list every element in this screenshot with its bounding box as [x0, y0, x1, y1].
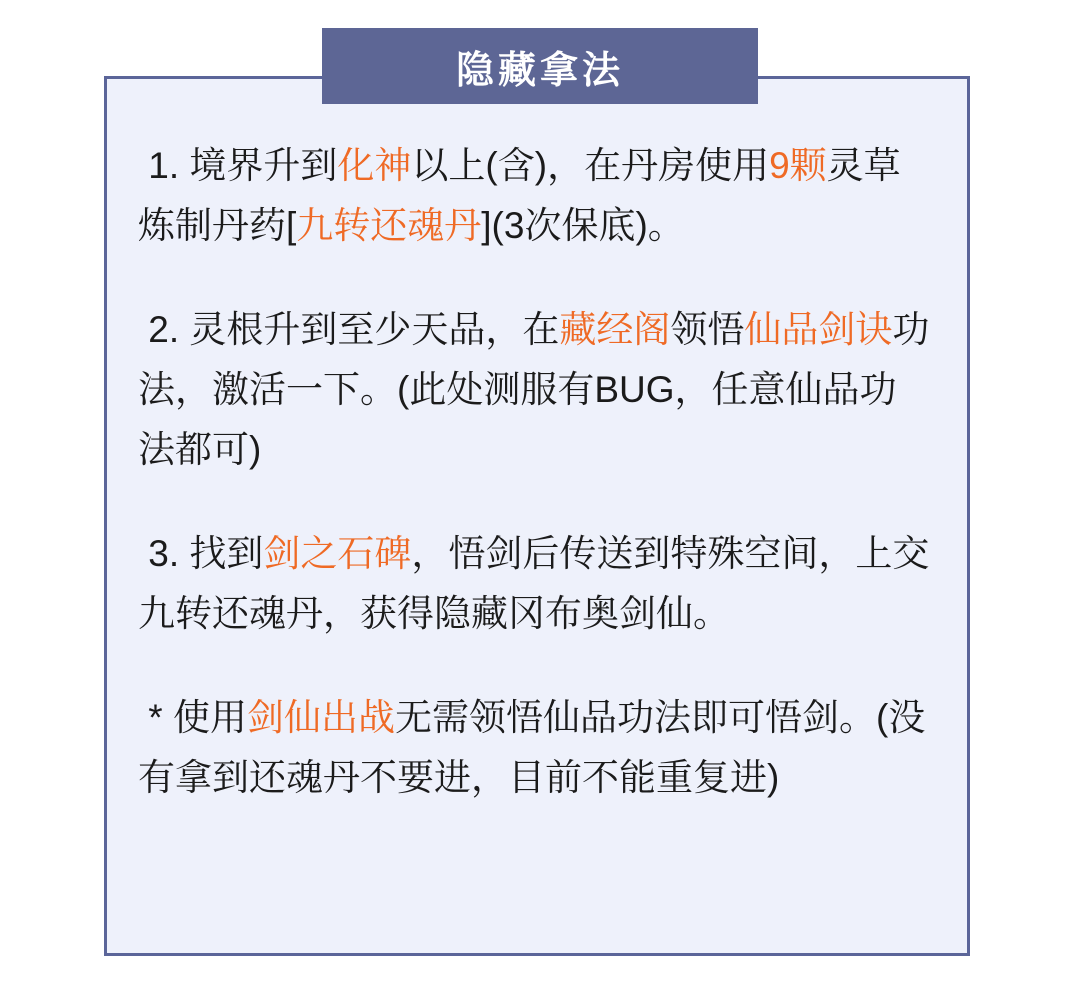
- body-text: 3. 找到: [138, 533, 264, 574]
- body-text: * 使用: [138, 697, 247, 738]
- body-text: 1. 境界升到: [138, 145, 338, 186]
- body-text: ，悟剑后传送到特殊空间，上交九转还魂丹，获得隐藏冈布奥剑仙。: [138, 533, 930, 634]
- highlight-text: 九转还魂丹: [296, 205, 482, 246]
- instruction-paragraph-4: [138, 688, 930, 808]
- body-text: 功法，激活一下。(此处测服有BUG，任意仙品功法都可): [138, 309, 930, 470]
- highlight-text: 藏经阁: [559, 309, 671, 350]
- page-title: 隐藏拿法: [455, 49, 624, 92]
- instruction-paragraph-2: [138, 300, 930, 480]
- highlight-text: 9颗: [769, 145, 827, 186]
- title-banner: [322, 28, 758, 104]
- highlight-text: 剑仙出战: [246, 697, 395, 738]
- highlight-text: 化神: [337, 145, 412, 186]
- body-text: 以上(含)，在丹房使用: [411, 145, 770, 186]
- body-text: 无需领悟仙品功法即可悟剑。(没有拿到还魂丹不要进，目前不能重复进): [138, 697, 926, 798]
- instruction-paragraph-3: [138, 524, 930, 644]
- content-body: [104, 76, 970, 956]
- highlight-text: 剑之石碑: [263, 533, 412, 574]
- body-text: ](3次保底)。: [481, 205, 685, 246]
- highlight-text: 仙品剑诀: [744, 309, 893, 350]
- instruction-paragraph-1: [138, 136, 930, 256]
- body-text: 灵草炼制丹药[: [138, 145, 901, 246]
- body-text: 领悟: [670, 309, 745, 350]
- body-text: 2. 灵根升到至少天品，在: [138, 309, 560, 350]
